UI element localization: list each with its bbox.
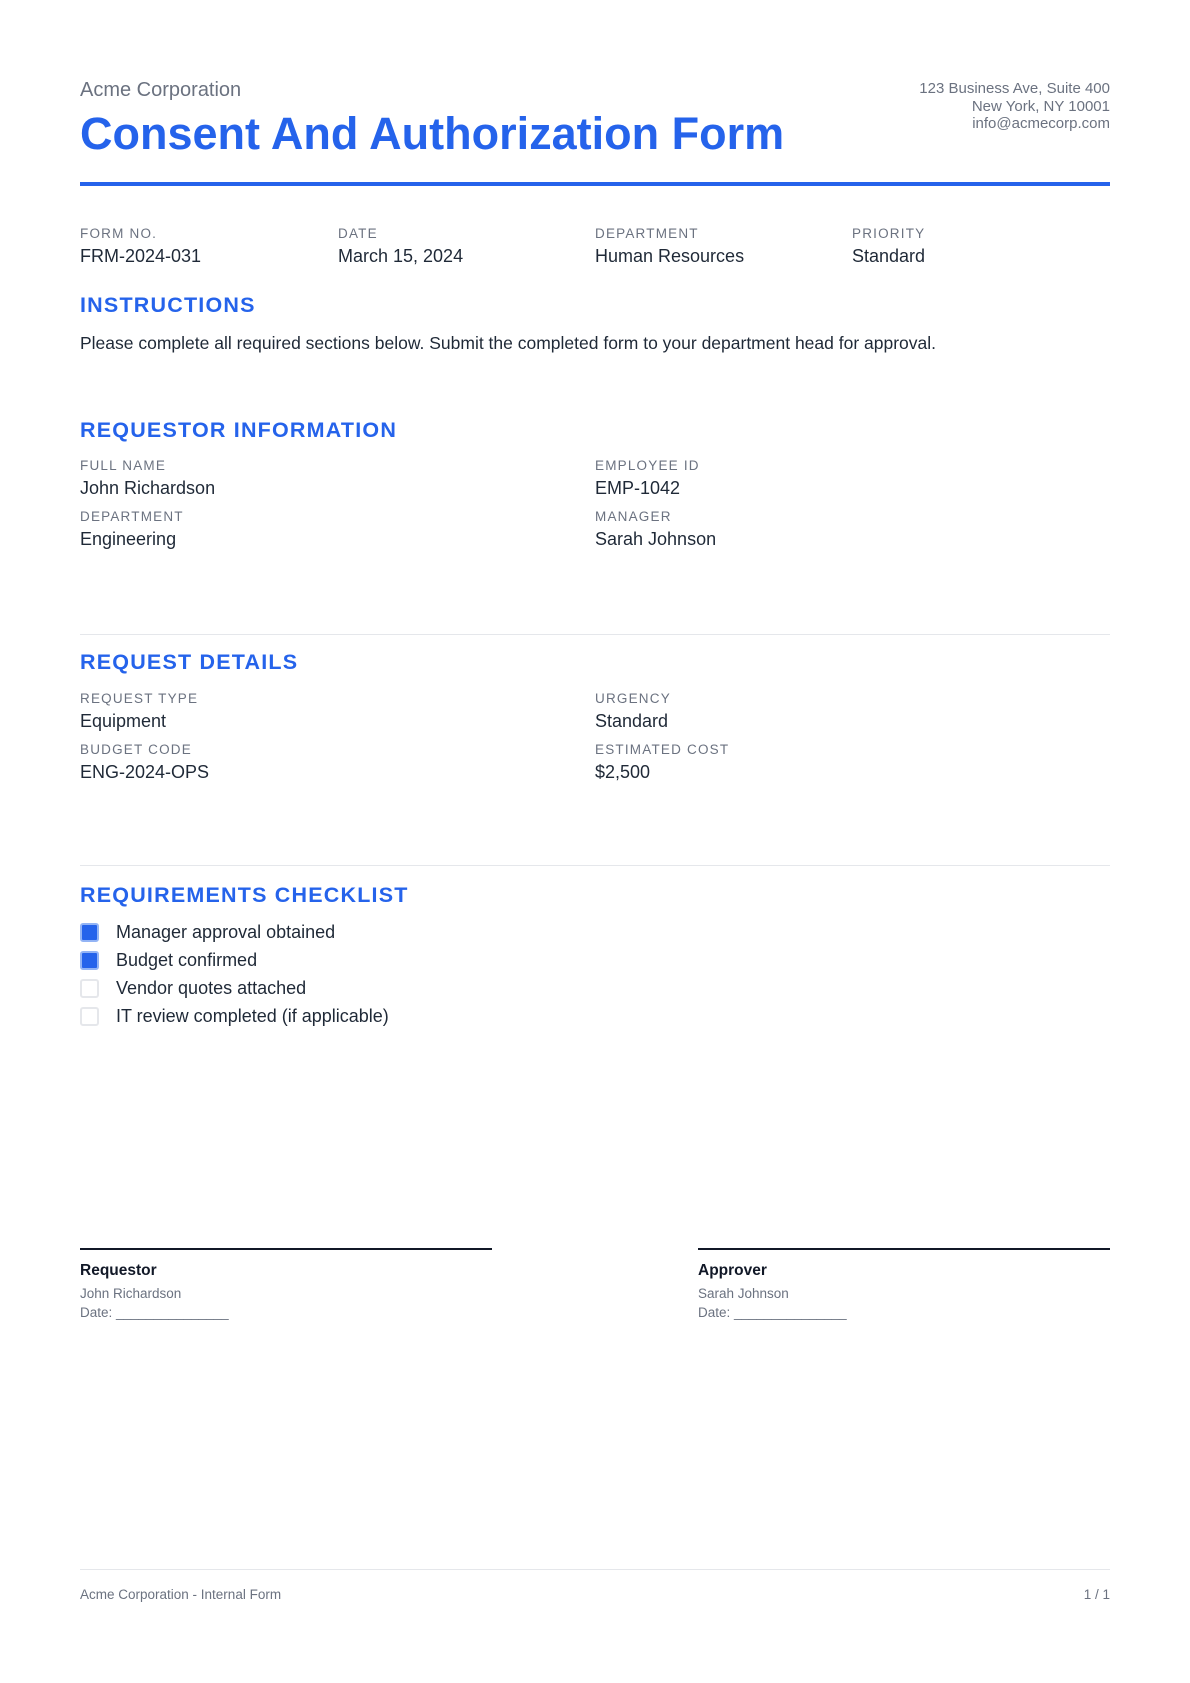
field-label: EMPLOYEE ID	[595, 458, 700, 473]
signature-block-approver	[698, 1262, 847, 1322]
field-value: FRM-2024-031	[80, 246, 202, 266]
field-employee-id	[595, 458, 700, 499]
footer-left: Acme Corporation - Internal Form	[80, 1587, 282, 1602]
section-divider	[80, 634, 1110, 635]
address-line: New York, NY 10001	[971, 97, 1110, 115]
field-value: March 15, 2024	[338, 246, 464, 266]
field-label: DEPARTMENT	[80, 509, 184, 524]
field-value: $2,500	[595, 762, 651, 782]
checklist-label: IT review completed (if applicable)	[116, 1006, 389, 1026]
field-value: John Richardson	[80, 478, 216, 498]
field-value: Human Resources	[595, 246, 745, 266]
signature-name: Sarah Johnson	[698, 1286, 789, 1301]
details-heading: REQUEST DETAILS	[80, 650, 299, 674]
checklist-item[interactable]	[80, 978, 306, 999]
field-request-type	[80, 691, 198, 732]
field-label: BUDGET CODE	[80, 742, 192, 757]
field-urgency	[595, 691, 671, 732]
field-label: DEPARTMENT	[595, 226, 699, 241]
checklist-label: Vendor quotes attached	[116, 978, 307, 998]
meta-form-no	[80, 226, 201, 267]
field-label: PRIORITY	[852, 226, 926, 241]
field-value: Sarah Johnson	[595, 529, 717, 549]
field-value: Standard	[595, 711, 669, 731]
field-label: DATE	[338, 226, 378, 241]
field-label: ESTIMATED COST	[595, 742, 730, 757]
field-full-name	[80, 458, 215, 499]
instructions-heading: INSTRUCTIONS	[80, 293, 256, 317]
requestor-heading: REQUESTOR INFORMATION	[80, 418, 398, 442]
field-label: REQUEST TYPE	[80, 691, 199, 706]
signature-line-approver	[698, 1248, 1110, 1250]
meta-date	[338, 226, 463, 267]
signature-role: Requestor	[80, 1262, 157, 1279]
signature-date: Date: _______________	[80, 1305, 229, 1320]
field-budget-code	[80, 742, 209, 783]
field-value: EMP-1042	[595, 478, 681, 498]
field-estimated-cost	[595, 742, 729, 783]
field-label: URGENCY	[595, 691, 671, 706]
meta-department	[595, 226, 744, 267]
signature-block-requestor	[80, 1262, 229, 1322]
checklist-label: Manager approval obtained	[116, 922, 336, 942]
field-label: MANAGER	[595, 509, 672, 524]
signature-line-requestor	[80, 1248, 492, 1250]
checkbox-checked[interactable]	[80, 951, 99, 970]
header-rule	[80, 182, 1110, 186]
signature-name: John Richardson	[80, 1286, 182, 1301]
address-email: info@acmecorp.com	[972, 115, 1110, 132]
section-divider	[80, 865, 1110, 866]
field-value: Equipment	[80, 711, 167, 731]
field-value: ENG-2024-OPS	[80, 762, 210, 782]
checkbox-unchecked[interactable]	[80, 979, 99, 998]
footer-divider	[80, 1569, 1110, 1570]
company-name: Acme Corporation	[80, 79, 242, 101]
signature-role: Approver	[698, 1262, 767, 1279]
meta-priority	[852, 226, 925, 267]
field-manager	[595, 509, 716, 550]
field-label: FORM NO.	[80, 226, 158, 241]
signature-date: Date: _______________	[698, 1305, 847, 1320]
checklist-label: Budget confirmed	[116, 950, 258, 970]
checkbox-checked[interactable]	[80, 923, 99, 942]
page-title: Consent And Authorization Form	[80, 108, 785, 159]
field-value: Engineering	[80, 529, 177, 549]
instructions-text: Please complete all required sections below. Submit the completed form to your department head for approval.	[80, 333, 937, 353]
field-value: Standard	[852, 246, 926, 266]
company-address	[919, 80, 1110, 133]
page-number: 1 / 1	[1083, 1587, 1110, 1602]
checkbox-unchecked[interactable]	[80, 1007, 99, 1026]
field-department	[80, 509, 184, 550]
field-label: FULL NAME	[80, 458, 167, 473]
address-line: 123 Business Ave, Suite 400	[919, 80, 1110, 97]
checklist-item[interactable]	[80, 922, 335, 943]
checklist-item[interactable]	[80, 950, 257, 971]
checklist-heading: REQUIREMENTS CHECKLIST	[80, 883, 409, 907]
checklist-item[interactable]	[80, 1006, 389, 1027]
